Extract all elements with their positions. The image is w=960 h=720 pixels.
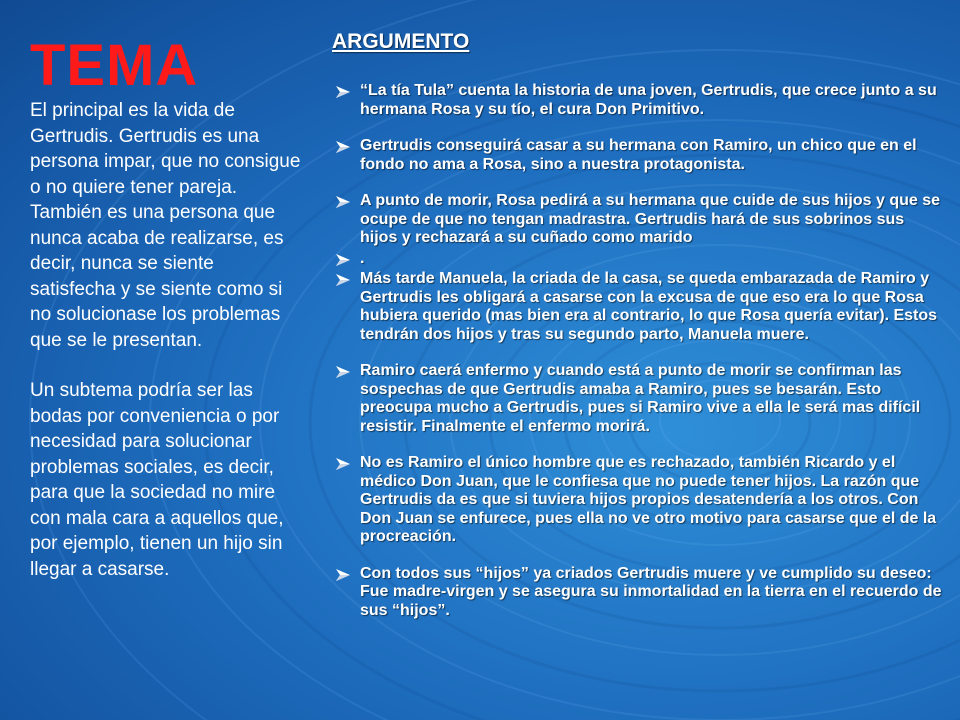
argumento-item xyxy=(332,82,942,119)
tema-title: TEMA xyxy=(30,33,199,98)
argumento-item-text: A punto de morir, Rosa pedirá a su hermana que cuide de sus hijos y que se ocupe de que no tengan madrastra. Gertrudis hará de sus sobrinos sus hijos y rechazará a su cuñado como marido xyxy=(360,192,940,246)
tema-paragraph-subtema: Un subtema podría ser las bodas por conveniencia o por necesidad para solucionar problemas sociales, es decir, para que la sociedad no mire con mala cara a aquellos que, por ejemplo, tienen un hijo sin llegar a casarse. xyxy=(30,380,284,580)
argumento-item xyxy=(332,454,942,547)
argumento-section xyxy=(332,30,942,620)
argumento-item xyxy=(332,565,942,621)
arrow-bullet-icon xyxy=(332,270,360,286)
argumento-item xyxy=(332,250,942,269)
argumento-item xyxy=(332,192,942,248)
argumento-item-text: Más tarde Manuela, la criada de la casa, se queda embarazada de Ramiro y Gertrudis les obligará a casarse con la excusa de que eso era lo que Rosa hubiera querido (mas bien era al contrario, lo que Rosa quería evitar). Estos tendrán dos hijos y tras su segundo parto, Manuela muere. xyxy=(360,270,938,343)
argumento-item-text: Gertrudis conseguirá casar a su hermana con Ramiro, un chico que en el fondo no ama a Rosa, sino a nuestra protagonista. xyxy=(360,137,917,173)
argumento-title: ARGUMENTO xyxy=(332,30,470,53)
arrow-bullet-icon xyxy=(332,192,360,208)
argumento-item-text: Con todos sus “hijos” ya criados Gertrudis muere y ve cumplido su deseo: Fue madre-virgen y se asegura su inmortalidad en la tierra en el recuerdo de sus “hijos”. xyxy=(360,564,942,619)
argumento-item-text: No es Ramiro el único hombre que es rechazado, también Ricardo y el médico Don Juan, que le confiesa que no puede tener hijos. La razón que Gertrudis da es que si tuviera hijos propios desatendería a los otros. Con Don Juan se enfurece, pues ella no ve otro motivo para casarse que el de la procreación. xyxy=(360,454,937,545)
arrow-bullet-icon xyxy=(332,250,360,266)
argumento-item xyxy=(332,270,942,344)
arrow-bullet-icon xyxy=(332,137,360,153)
argumento-list xyxy=(332,82,942,620)
argumento-item xyxy=(332,362,942,436)
arrow-bullet-icon xyxy=(332,362,360,378)
arrow-bullet-icon xyxy=(332,565,360,581)
argumento-item-text: “La tía Tula” cuenta la historia de una joven, Gertrudis, que crece junto a su hermana Rosa y su tío, el cura Don Primitivo. xyxy=(360,82,937,118)
argumento-item-text: . xyxy=(360,249,365,267)
tema-section xyxy=(30,33,302,582)
argumento-item-text: Ramiro caerá enfermo y cuando está a punto de morir se confirman las sospechas de que Gertrudis amaba a Ramiro, pues se besarán. Esto preocupa mucho a Gertrudis, pues si Ramiro vive a ella le será mas difícil resistir. Finalmente el enfermo morirá. xyxy=(360,362,921,435)
argumento-item xyxy=(332,137,942,174)
tema-paragraph-main: El principal es la vida de Gertrudis. Gertrudis es una persona impar, que no consigue o no quiere tener pareja. También es una persona que nunca acaba de realizarse, es decir, nunca se siente satisfecha y se siente como si no solucionase los problemas que se le presentan. xyxy=(30,100,301,351)
arrow-bullet-icon xyxy=(332,82,360,98)
arrow-bullet-icon xyxy=(332,454,360,470)
